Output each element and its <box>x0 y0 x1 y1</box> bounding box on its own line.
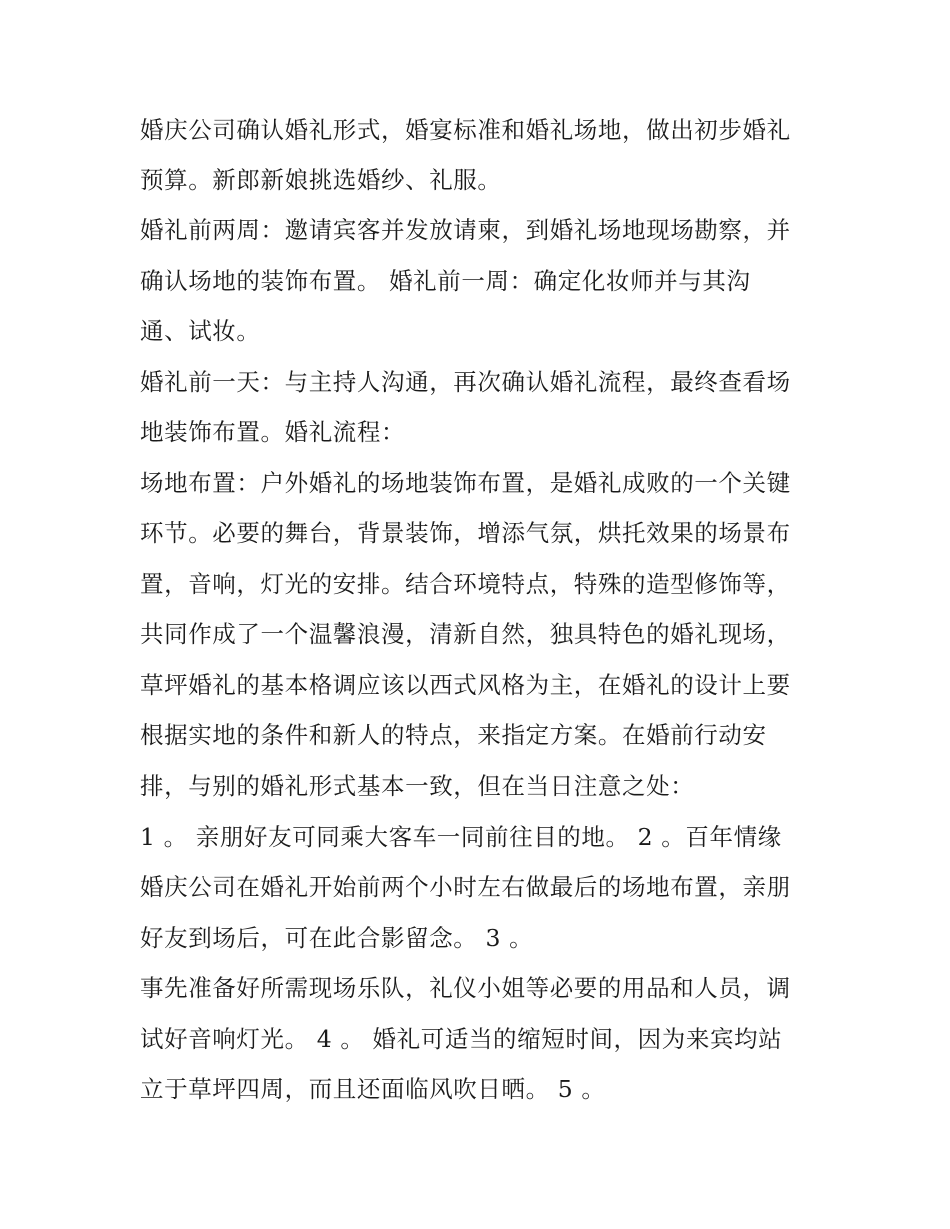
text-line-8: 场地布置：户外婚礼的场地装饰布置，是婚礼成败的一个关键 <box>140 469 791 497</box>
text-line-1: 婚庆公司确认婚礼形式，婚宴标准和婚礼场地，做出初步婚礼 <box>140 116 791 144</box>
text-line-6: 婚礼前一天：与主持人沟通，再次确认婚礼流程，最终查看场 <box>140 368 791 396</box>
text-line-2: 预算。新郎新娘挑选婚纱、礼服。 <box>140 166 502 194</box>
text-line-20: 立于草坪四周，而且还面临风吹日晒。 5 。 <box>140 1075 606 1103</box>
text-line-4: 确认场地的装饰布置。 婚礼前一周：确定化妆师并与其沟 <box>140 267 751 295</box>
text-line-7: 地装饰布置。婚礼流程： <box>140 418 406 446</box>
text-line-18: 事先准备好所需现场乐队，礼仪小姐等必要的用品和人员，调 <box>140 974 791 1002</box>
text-line-19: 试好音响灯光。 4 。 婚礼可适当的缩短时间，因为来宾均站 <box>140 1025 783 1053</box>
text-line-10: 置，音响，灯光的安排。结合环境特点，特殊的造型修饰等， <box>140 570 791 598</box>
text-line-11: 共同作成了一个温馨浪漫，清新自然，独具特色的婚礼现场， <box>140 620 791 648</box>
text-line-5: 通、试妆。 <box>140 317 261 345</box>
text-line-12: 草坪婚礼的基本格调应该以西式风格为主，在婚礼的设计上要 <box>140 671 791 699</box>
text-line-16: 婚庆公司在婚礼开始前两个小时左右做最后的场地布置，亲朋 <box>140 873 791 901</box>
text-line-9: 环节。必要的舞台，背景装饰，增添气氛，烘托效果的场景布 <box>140 519 791 547</box>
text-line-17: 好友到场后，可在此合影留念。 3 。 <box>140 924 534 952</box>
text-line-14: 排，与别的婚礼形式基本一致，但在当日注意之处： <box>140 772 695 800</box>
text-line-13: 根据实地的条件和新人的特点，来指定方案。在婚前行动安 <box>140 721 767 749</box>
text-line-15: 1 。 亲朋好友可同乘大客车一同前往目的地。 2 。百年情缘 <box>140 823 782 851</box>
text-line-3: 婚礼前两周：邀请宾客并发放请柬，到婚礼场地现场勘察，并 <box>140 216 791 244</box>
